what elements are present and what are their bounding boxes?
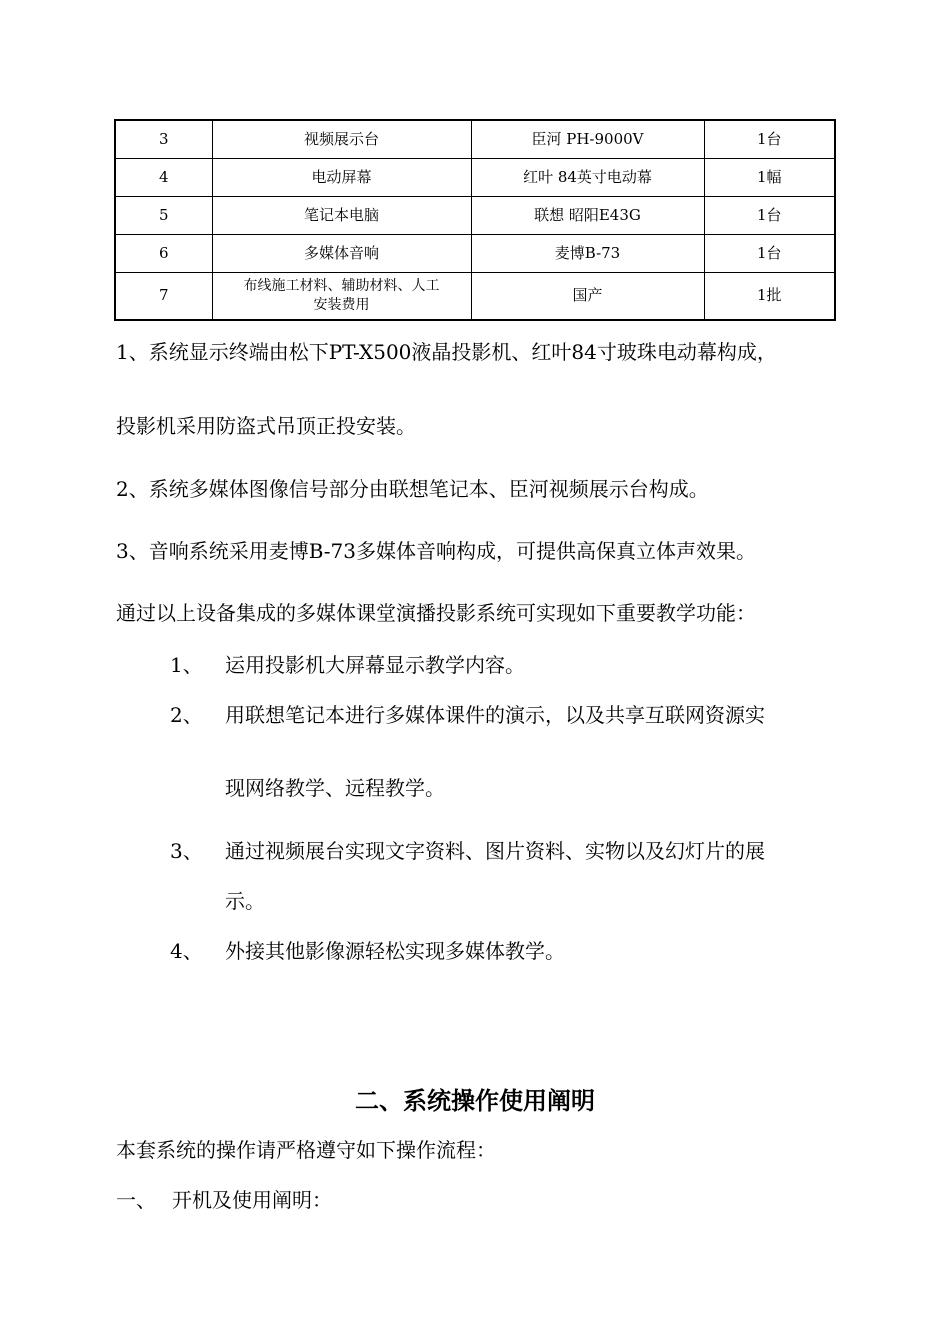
list-item-number: 4、 bbox=[170, 939, 203, 963]
subsection-title: 开机及使用阐明： bbox=[172, 1188, 332, 1212]
cell-no: 3 bbox=[115, 120, 212, 158]
cell-name-line2: 安装费用 bbox=[313, 296, 370, 313]
cell-no: 7 bbox=[115, 272, 212, 320]
cell-name: 笔记本电脑 bbox=[212, 196, 471, 234]
paragraph-3: 3、音响系统采用麦博B-73多媒体音响构成，可提供高保真立体声效果。 bbox=[116, 539, 756, 563]
cell-qty: 1台 bbox=[704, 120, 835, 158]
cell-name bbox=[212, 272, 471, 320]
cell-qty: 1幅 bbox=[704, 158, 835, 196]
cell-qty: 1台 bbox=[704, 196, 835, 234]
list-item-text: 用联想笔记本进行多媒体课件的演示，以及共享互联网资源实 bbox=[225, 703, 765, 727]
cell-model: 臣河 PH-9000V bbox=[471, 120, 704, 158]
cell-qty: 1批 bbox=[704, 272, 835, 320]
table-row bbox=[115, 234, 835, 272]
cell-no: 6 bbox=[115, 234, 212, 272]
table-row bbox=[115, 196, 835, 234]
list-item-text: 运用投影机大屏幕显示教学内容。 bbox=[225, 653, 525, 677]
list-item-number: 1、 bbox=[170, 653, 203, 677]
cell-no: 5 bbox=[115, 196, 212, 234]
list-item-text-cont: 示。 bbox=[225, 889, 265, 913]
cell-model: 红叶 84英寸电动幕 bbox=[471, 158, 704, 196]
cell-no: 4 bbox=[115, 158, 212, 196]
cell-qty: 1台 bbox=[704, 234, 835, 272]
cell-model: 国产 bbox=[471, 272, 704, 320]
table-row bbox=[115, 120, 835, 158]
equipment-table bbox=[114, 119, 836, 321]
table-row bbox=[115, 158, 835, 196]
paragraph-2: 2、系统多媒体图像信号部分由联想笔记本、臣河视频展示台构成。 bbox=[116, 477, 709, 501]
cell-name: 电动屏幕 bbox=[212, 158, 471, 196]
list-item-number: 2、 bbox=[170, 703, 203, 727]
cell-model: 联想 昭阳E43G bbox=[471, 196, 704, 234]
list-item-text: 通过视频展台实现文字资料、图片资料、实物以及幻灯片的展 bbox=[225, 839, 765, 863]
cell-name: 多媒体音响 bbox=[212, 234, 471, 272]
paragraph-4: 通过以上设备集成的多媒体课堂演播投影系统可实现如下重要教学功能： bbox=[116, 601, 756, 625]
list-item-text: 外接其他影像源轻松实现多媒体教学。 bbox=[225, 939, 565, 963]
list-item-text-cont: 现网络教学、远程教学。 bbox=[225, 776, 445, 800]
list-item-number: 3、 bbox=[170, 839, 203, 863]
cell-name: 视频展示台 bbox=[212, 120, 471, 158]
cell-name-line1: 布线施工材料、辅助材料、人工 bbox=[243, 277, 440, 294]
section-heading: 二、系统操作使用阐明 bbox=[355, 1087, 595, 1115]
paragraph-1-line-2: 投影机采用防盗式吊顶正投安装。 bbox=[116, 414, 416, 438]
subsection-number: 一、 bbox=[116, 1188, 156, 1212]
section-intro: 本套系统的操作请严格遵守如下操作流程： bbox=[116, 1138, 496, 1162]
table-row bbox=[115, 272, 835, 320]
paragraph-1-line-1: 1、系统显示终端由松下PT-X500液晶投影机、红叶84寸玻珠电动幕构成， bbox=[116, 340, 777, 364]
cell-model: 麦博B-73 bbox=[471, 234, 704, 272]
